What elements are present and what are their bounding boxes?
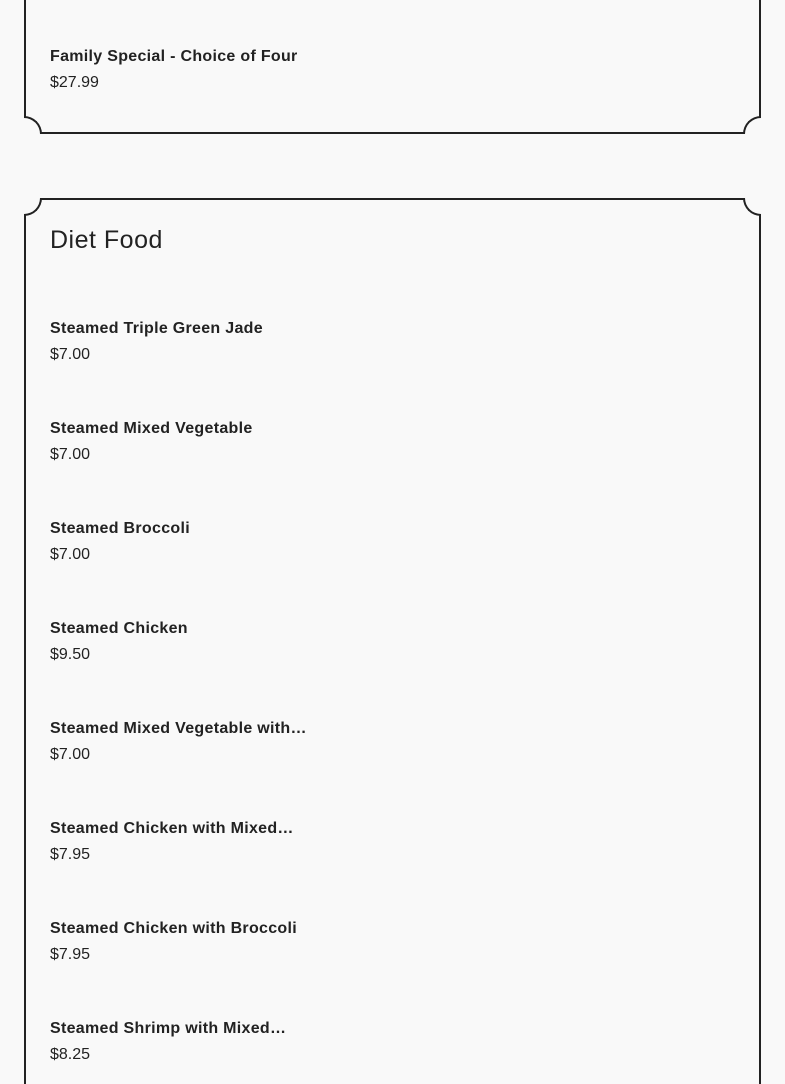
menu-item-price: $9.50 (50, 646, 91, 663)
menu-item-price: $7.95 (50, 846, 91, 863)
menu-item[interactable] (50, 519, 350, 565)
menu-item-name: Steamed Shrimp with Mixed… (50, 1020, 287, 1037)
menu-item[interactable] (50, 819, 350, 865)
menu-item-price: $7.00 (50, 346, 91, 363)
menu-item-price: $7.00 (50, 546, 91, 563)
menu-item[interactable] (50, 1019, 350, 1065)
menu-item-name: Steamed Triple Green Jade (50, 320, 263, 337)
card-corner-decoration (743, 116, 761, 134)
menu-item-price: $8.25 (50, 1046, 91, 1063)
menu-item-price: $7.00 (50, 446, 91, 463)
menu-item-price: $27.99 (50, 74, 99, 91)
menu-item[interactable] (50, 619, 350, 665)
menu-item-price: $7.00 (50, 746, 91, 763)
menu-item[interactable] (50, 719, 350, 765)
menu-item[interactable] (50, 47, 350, 93)
menu-section-card (24, 0, 761, 134)
menu-item-name: Steamed Mixed Vegetable (50, 420, 253, 437)
menu-item-name: Steamed Chicken with Broccoli (50, 920, 297, 937)
card-corner-decoration (24, 198, 42, 216)
card-corner-decoration (743, 198, 761, 216)
card-corner-decoration (24, 116, 42, 134)
menu-item-price: $7.95 (50, 946, 91, 963)
menu-item[interactable] (50, 919, 350, 965)
menu-item-name: Steamed Mixed Vegetable with… (50, 720, 307, 737)
menu-item-name: Steamed Chicken (50, 620, 188, 637)
menu-item-name: Family Special - Choice of Four (50, 48, 298, 65)
menu-item[interactable] (50, 319, 350, 365)
menu-item-name: Steamed Broccoli (50, 520, 190, 537)
diet-food-section-card (24, 198, 761, 1084)
menu-item[interactable] (50, 419, 350, 465)
menu-item-name: Steamed Chicken with Mixed… (50, 820, 294, 837)
section-title: Diet Food (50, 226, 163, 254)
